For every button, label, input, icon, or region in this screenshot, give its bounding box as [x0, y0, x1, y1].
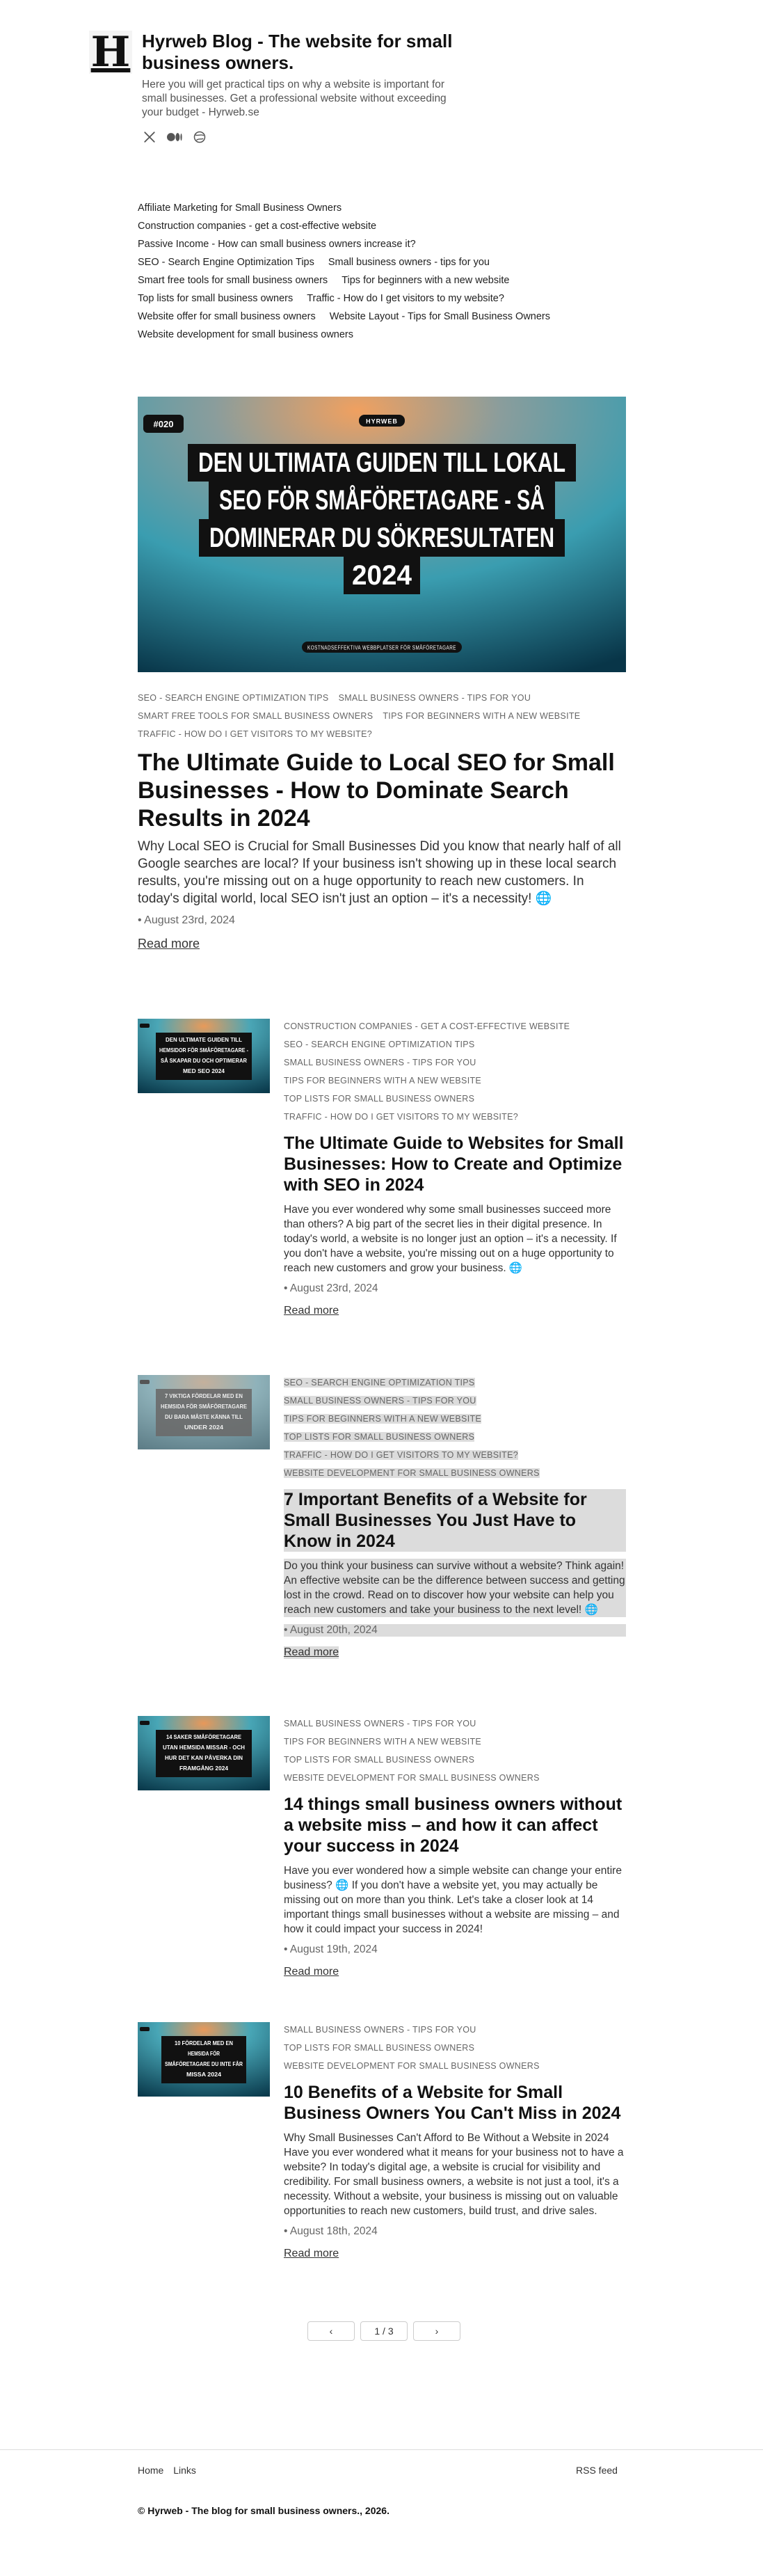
- post-tag[interactable]: WEBSITE DEVELOPMENT FOR SMALL BUSINESS OWNERS: [284, 1773, 540, 1783]
- read-more-link[interactable]: Read more: [284, 1966, 339, 1978]
- site-description: Here you will get practical tips on why a website is important for small businesses. Get a professional website without exceeding your budget - Hyrweb.se: [142, 79, 447, 118]
- thumbnail-text: HEMSIDA FÖR SMÅFÖRETAGARE: [161, 1403, 248, 1410]
- category-link[interactable]: Traffic - How do I get visitors to my website?: [307, 293, 504, 304]
- featured-post-image[interactable]: [138, 397, 678, 672]
- category-link[interactable]: Passive Income - How can small business owners increase it?: [138, 239, 416, 250]
- post-tag[interactable]: TOP LISTS FOR SMALL BUSINESS OWNERS: [284, 1094, 475, 1104]
- post-thumbnail[interactable]: [138, 2022, 270, 2097]
- category-row: [138, 253, 611, 271]
- site-header: [89, 28, 506, 145]
- category-link[interactable]: Affiliate Marketing for Small Business Owners: [138, 202, 342, 214]
- medium-icon[interactable]: [167, 129, 182, 145]
- featured-image-subline: KOSTNADSEFFEKTIVA WEBBPLATSER FÖR SMÅFÖRETAGARE: [307, 644, 456, 651]
- featured-post-excerpt: Why Local SEO is Crucial for Small Businesses Did you know that nearly half of all Google searches are local? If your business isn't showing up in these local search results, you're missing out on a huge opportunity to reach new customers. In today's digital world, local SEO isn't just an option – it's a necessity! 🌐: [138, 839, 621, 906]
- category-link[interactable]: Website Layout - Tips for Small Business Owners: [329, 311, 550, 322]
- thumbnail-text: MISSA 2024: [186, 2071, 222, 2078]
- post-date: • August 23rd, 2024: [284, 1282, 378, 1294]
- thumbnail-text: 14 SAKER SMÅFÖRETAGARE: [166, 1733, 242, 1740]
- featured-image-headline: SEO FÖR SMÅFÖRETAGARE - SÅ: [219, 485, 670, 516]
- site-header-text: [142, 31, 469, 145]
- thumbnail-text: 10 FÖRDELAR MED EN: [175, 2040, 233, 2046]
- post-tag[interactable]: SEO - SEARCH ENGINE OPTIMIZATION TIPS: [284, 1378, 475, 1388]
- thumbnail-text: HUR DET KAN PÅVERKA DIN: [165, 1754, 243, 1761]
- post-title[interactable]: 7 Important Benefits of a Website for Small Businesses You Just Have to Know in 2024: [284, 1489, 626, 1552]
- post-tag[interactable]: TIPS FOR BEGINNERS WITH A NEW WEBSITE: [284, 1414, 482, 1424]
- post-title[interactable]: 10 Benefits of a Website for Small Business Owners You Can't Miss in 2024: [284, 2083, 621, 2123]
- post-body: [284, 2021, 626, 2260]
- category-link[interactable]: Small business owners - tips for you: [328, 257, 490, 268]
- post-tag[interactable]: TIPS FOR BEGINNERS WITH A NEW WEBSITE: [383, 711, 581, 721]
- featured-post: [138, 689, 626, 951]
- post-tag[interactable]: SMALL BUSINESS OWNERS - TIPS FOR YOU: [284, 1058, 476, 1067]
- post-tags: [284, 2021, 626, 2075]
- featured-image-headline: DOMINERAR DU SÖKRESULTATEN: [209, 523, 678, 553]
- footer-link-home[interactable]: Home: [138, 2465, 164, 2476]
- post-tag[interactable]: TRAFFIC - HOW DO I GET VISITORS TO MY WEBSITE?: [284, 1450, 518, 1460]
- read-more-link[interactable]: Read more: [284, 2248, 339, 2259]
- category-row: [138, 199, 611, 217]
- post-tag[interactable]: SMALL BUSINESS OWNERS - TIPS FOR YOU: [284, 1719, 476, 1728]
- thumbnail-text: UTAN HEMSIDA MISSAR - OCH: [163, 1744, 245, 1751]
- thumbnail-text: SÅ SKAPAR DU OCH OPTIMERAR: [161, 1057, 247, 1064]
- post-tag[interactable]: SMALL BUSINESS OWNERS - TIPS FOR YOU: [284, 2025, 476, 2035]
- post-date: • August 18th, 2024: [284, 2225, 378, 2237]
- next-page-button[interactable]: ›: [413, 2321, 460, 2341]
- category-row: [138, 235, 611, 253]
- post-date: • August 23rd, 2024: [138, 914, 235, 926]
- site-logo[interactable]: H: [89, 31, 132, 74]
- post-tag[interactable]: TOP LISTS FOR SMALL BUSINESS OWNERS: [284, 1755, 475, 1765]
- post-tag[interactable]: SEO - SEARCH ENGINE OPTIMIZATION TIPS: [284, 1040, 475, 1049]
- post-tags: [284, 1374, 626, 1482]
- post-excerpt: Do you think your business can survive without a website? Think again! An effective website can be the difference between success and getting lost in the crowd. Read on to discover how your website can help you reach new customers and take your business to the next level! 🌐: [284, 1560, 625, 1616]
- post-tag[interactable]: WEBSITE DEVELOPMENT FOR SMALL BUSINESS OWNERS: [284, 1468, 540, 1478]
- thumbnail-text: MED SEO 2024: [183, 1067, 225, 1074]
- post-tag[interactable]: SMALL BUSINESS OWNERS - TIPS FOR YOU: [284, 1396, 476, 1406]
- thumbnail-text: DU BARA MÅSTE KÄNNA TILL: [165, 1413, 243, 1420]
- post-body: [284, 1715, 626, 1978]
- post-thumbnail[interactable]: [138, 1716, 270, 1790]
- category-row: [138, 271, 611, 289]
- featured-image-headline: 2024: [352, 560, 412, 591]
- thumbnail-text: UNDER 2024: [184, 1424, 224, 1431]
- social-links: [142, 129, 469, 145]
- read-more-link[interactable]: Read more: [138, 937, 200, 951]
- post-tag[interactable]: TOP LISTS FOR SMALL BUSINESS OWNERS: [284, 1432, 475, 1442]
- featured-image-headline: DEN ULTIMATA GUIDEN TILL LOKAL: [198, 447, 565, 478]
- post-tag[interactable]: SMALL BUSINESS OWNERS - TIPS FOR YOU: [338, 693, 531, 703]
- post-tag[interactable]: WEBSITE DEVELOPMENT FOR SMALL BUSINESS OWNERS: [284, 2061, 540, 2071]
- thumbnail-text: FRAMGÅNG 2024: [179, 1765, 229, 1772]
- post-tag[interactable]: TRAFFIC - HOW DO I GET VISITORS TO MY WEBSITE?: [284, 1112, 518, 1122]
- thumbnail-text: HEMSIDOR FÖR SMÅFÖRETAGARE -: [159, 1047, 249, 1054]
- post-tag[interactable]: TRAFFIC - HOW DO I GET VISITORS TO MY WEBSITE?: [138, 729, 372, 739]
- page-indicator: 1 / 3: [360, 2321, 408, 2341]
- site-title[interactable]: Hyrweb Blog - The website for small business owners.: [142, 31, 453, 73]
- category-link[interactable]: Construction companies - get a cost-effective website: [138, 221, 377, 232]
- post-date: • August 20th, 2024: [284, 1624, 626, 1637]
- category-link[interactable]: Top lists for small business owners: [138, 293, 294, 304]
- post-body: [284, 1374, 626, 1659]
- thumbnail-text: 7 VIKTIGA FÖRDELAR MED EN: [165, 1392, 243, 1399]
- category-link[interactable]: Tips for beginners with a new website: [342, 275, 510, 286]
- rss-feed-link[interactable]: RSS feed: [576, 2465, 618, 2476]
- pagination: [307, 2321, 460, 2341]
- featured-image-brand: HYRWEB: [366, 418, 398, 425]
- post-excerpt: Have you ever wondered why some small businesses succeed more than others? A big part of the secret lies in their digital presence. In today's world, a website is no longer just an option – it's a necessity. If you don't have a website, you're missing out on a huge opportunity to reach new customers and grow your business. 🌐: [284, 1204, 617, 1274]
- read-more-link[interactable]: Read more: [284, 1305, 339, 1317]
- thumbnail-text: SMÅFÖRETAGARE DU INTE FÅR: [165, 2060, 243, 2067]
- footer-nav: [138, 2465, 203, 2476]
- category-link[interactable]: Website development for small business owners: [138, 329, 354, 340]
- post-title[interactable]: 14 things small business owners without a website miss – and how it can affect your success in 2024: [284, 1795, 623, 1856]
- category-link[interactable]: Website offer for small business owners: [138, 311, 316, 322]
- category-row: [138, 217, 611, 235]
- category-row: [138, 326, 611, 344]
- post-tags: [284, 1017, 626, 1126]
- post-thumbnail[interactable]: [138, 1375, 270, 1449]
- post-tag[interactable]: SMART FREE TOOLS FOR SMALL BUSINESS OWNERS: [138, 711, 374, 721]
- post-date: • August 19th, 2024: [284, 1943, 378, 1955]
- post-tag[interactable]: TOP LISTS FOR SMALL BUSINESS OWNERS: [284, 2043, 475, 2053]
- post-title[interactable]: The Ultimate Guide to Websites for Small Businesses: How to Create and Optimize with SEO in 2024: [284, 1134, 624, 1195]
- post-tag[interactable]: TIPS FOR BEGINNERS WITH A NEW WEBSITE: [284, 1076, 482, 1086]
- post-tags: [138, 689, 626, 743]
- category-row: [138, 308, 611, 326]
- footer-link-links[interactable]: Links: [173, 2465, 196, 2476]
- web-icon[interactable]: [192, 129, 207, 145]
- category-list: [138, 199, 611, 344]
- category-row: [138, 289, 611, 308]
- thumbnail-text: DEN ULTIMATE GUIDEN TILL: [166, 1036, 242, 1043]
- x-icon[interactable]: [142, 129, 157, 145]
- post-body: [284, 1017, 626, 1317]
- post-tag[interactable]: TIPS FOR BEGINNERS WITH A NEW WEBSITE: [284, 1737, 482, 1747]
- footer-divider: [0, 2449, 763, 2450]
- featured-image-badge: #020: [153, 419, 174, 429]
- read-more-link[interactable]: Read more: [284, 1646, 339, 1658]
- post-tag[interactable]: SEO - SEARCH ENGINE OPTIMIZATION TIPS: [138, 693, 329, 703]
- copyright: © Hyrweb - The blog for small business owners., 2026.: [138, 2505, 389, 2516]
- post-tags: [284, 1715, 626, 1787]
- post-tag[interactable]: CONSTRUCTION COMPANIES - GET A COST-EFFECTIVE WEBSITE: [284, 1021, 570, 1031]
- post-thumbnail[interactable]: [138, 1019, 270, 1093]
- post-excerpt: Have you ever wondered how a simple website can change your entire business? 🌐 If you don't have a website yet, you may actually be missing out on more than you think. Let's take a closer look at 14 important things small businesses without a website are missing – and how it could impact your success in 2024!: [284, 1865, 622, 1935]
- thumbnail-text: HEMSIDA FÖR: [188, 2050, 220, 2057]
- prev-page-button[interactable]: ‹: [307, 2321, 355, 2341]
- category-link[interactable]: Smart free tools for small business owners: [138, 275, 328, 286]
- category-link[interactable]: SEO - Search Engine Optimization Tips: [138, 257, 314, 268]
- post-excerpt: Why Small Businesses Can't Afford to Be Without a Website in 2024 Have you ever wondered what it means for your business not to have a website? In today's digital age, a website is crucial for visibility and credibility. For small business owners, a website is not just a tool, it's a necessity. Without a website, your business is missing out on valuable opportunities to reach new customers, build trust, and drive sales.: [284, 2132, 624, 2217]
- featured-post-title[interactable]: The Ultimate Guide to Local SEO for Small Businesses - How to Dominate Search Results in 2024: [138, 749, 615, 832]
